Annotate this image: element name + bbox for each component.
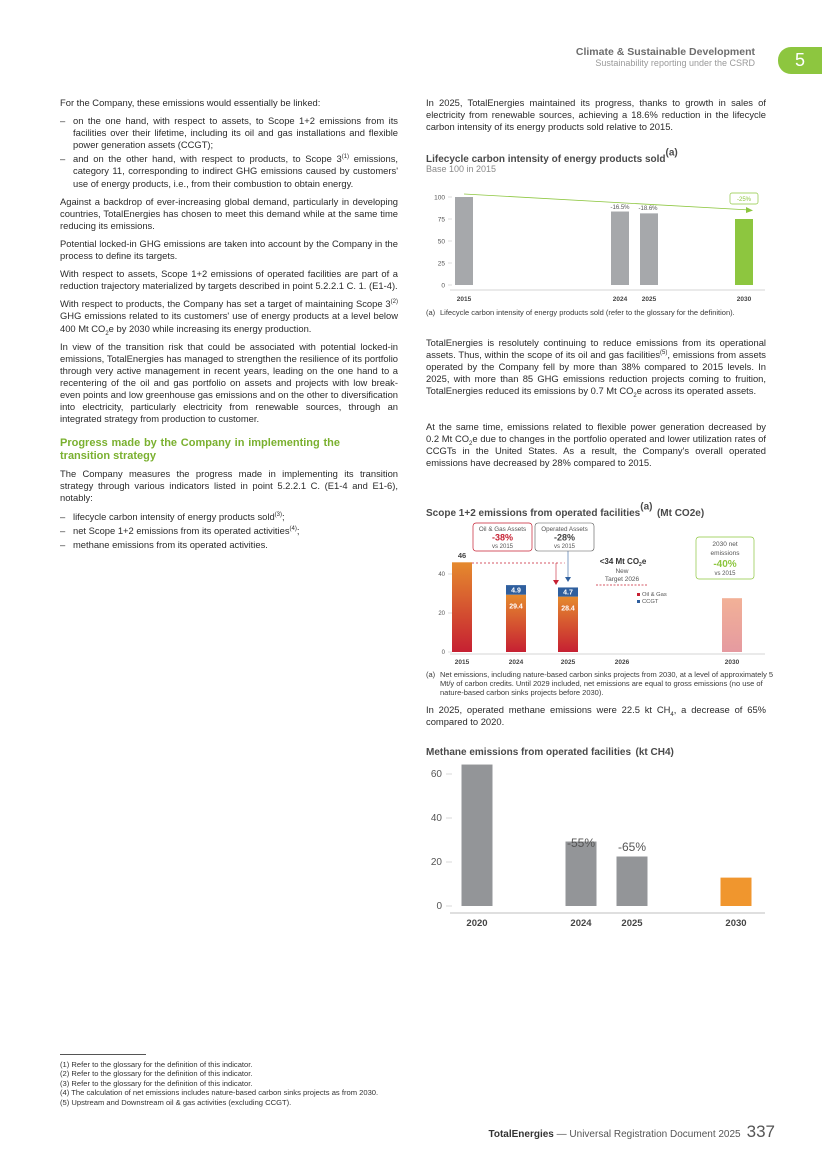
segment-label: 4.9 xyxy=(511,587,521,595)
target-line: Target 2026 xyxy=(604,576,640,583)
bar-2015 xyxy=(455,197,473,285)
footnote: (2) Refer to the glossary for the definition of this indicator. xyxy=(60,1069,253,1079)
intro-paragraph: For the Company, these emissions would essentially be linked: xyxy=(60,97,321,108)
footnote: (5) Upstream and Downstream oil & gas activities (excluding CCGT). xyxy=(60,1097,292,1107)
bar-label: -55% xyxy=(566,836,596,850)
ytick-label: 25 xyxy=(437,260,445,268)
xtick-label: 2020 xyxy=(466,918,488,929)
bar-label-target: -25% xyxy=(736,197,752,203)
bar-label-target: -80% xyxy=(721,890,751,904)
bar-2030 xyxy=(722,598,742,652)
footnote: (1) Refer to the glossary for the definition of this indicator. xyxy=(60,1060,253,1069)
right-paragraph-4: In 2025, operated methane emissions were 22.5 kt $CH_4$, a decrease of 65% compared to 2020. xyxy=(426,704,766,728)
net-callout-sub: vs 2015 xyxy=(714,571,736,577)
ytick-label: 20 xyxy=(438,611,445,617)
ytick-label: 40 xyxy=(430,813,442,824)
callout-sub: vs 2015 xyxy=(553,544,576,550)
footnotes xyxy=(60,1060,460,1107)
xtick-label: 2025 xyxy=(641,296,657,303)
ytick-label: 20 xyxy=(430,857,442,868)
paragraph: Against a backdrop of ever-increasing global demand, particularly in developing countries, TotalEnergies has chosen to meet this demand while at the same time reducing its emissions. xyxy=(60,195,398,231)
bar-label: -18.6% xyxy=(638,206,658,212)
xtick-label: 2030 xyxy=(736,296,752,303)
chart-title-methane: Methane emissions from operated facilities (kt CH4) xyxy=(426,747,674,758)
legend-item: Oil & Gas xyxy=(642,592,667,598)
right-paragraph-3: At the same time, emissions related to flexible power generation decreased by 0.2 Mt $CO_2e$ due to changes in the portfolio operated and lower utilization rates of CCGTs in the United States. As a result, the Company's overall operated emissions have decreased by 28% compared to 2015. xyxy=(426,421,766,469)
paragraph: With respect to assets, Scope 1+2 emissions of operated facilities are part of a reduction trajectory materialized by targets described in point 5.2.2.1 C. 1. (E1-4). xyxy=(60,268,398,292)
ytick-label: 0 xyxy=(436,901,442,912)
right-paragraph-1: In 2025, TotalEnergies maintained its progress, thanks to growth in sales of electricity from renewable sources, achieving a 18.6% reduction in the lifecycle carbon intensity of its energy products sold relative to 2015. xyxy=(426,97,766,133)
bar-2024 xyxy=(566,842,597,906)
callout-value: -28% xyxy=(553,532,576,543)
page-number: 337 xyxy=(746,1122,775,1141)
bar-2030 xyxy=(735,219,753,285)
ytick-label: 0 xyxy=(441,282,445,290)
bar-2024 xyxy=(611,212,629,285)
chart-title-lifecycle: Lifecycle carbon intensity of energy products sold$^{(a)}$ xyxy=(426,147,678,165)
footer-doc: — Universal Registration Document 2025 xyxy=(556,1129,741,1140)
xtick-label: 2024 xyxy=(570,918,592,929)
scope12-chart xyxy=(420,518,770,668)
target-label: <34 Mt $CO_2e$ xyxy=(599,557,647,568)
bar-label: -65% xyxy=(617,840,647,854)
chapter-badge: 5 xyxy=(778,47,822,74)
xtick-label: 2025 xyxy=(560,659,576,666)
right-paragraph-2: TotalEnergies is resolutely continuing to reduce emissions from its operational assets. Thus, within the scope of its oil and gas facilities$^{(5)}$, emissions from assets operated by the Company fell by more than 38% compared to 2015 levels. In 2025, with more than 85 GHG emissions reduction projects coming to fruition, TotalEnergies reduced its emissions by 0.7 Mt $CO_2e$ across its operated assets. xyxy=(426,337,766,400)
list-item: – net Scope 1+2 emissions from its operated activities$^{(4)}$; xyxy=(60,524,300,536)
net-callout-line: emissions xyxy=(710,550,740,557)
legend-item: CCGT xyxy=(642,599,659,605)
ytick-label: 60 xyxy=(430,769,442,780)
bar-2025 xyxy=(640,213,658,285)
footer-brand: TotalEnergies xyxy=(488,1129,554,1140)
list-item: – lifecycle carbon intensity of energy products sold$^{(3)}$; xyxy=(60,510,285,522)
target-line: New xyxy=(615,568,629,575)
paragraph: The Company measures the progress made in implementing its transition strategy through various indicators listed in point 5.2.2.1 C. (E1-4 and E1-6), notably: xyxy=(60,468,398,504)
footnote-divider xyxy=(60,1054,146,1055)
xtick-label: 2030 xyxy=(724,659,740,666)
ytick-label: 50 xyxy=(437,238,445,246)
callout-sub: vs 2015 xyxy=(491,544,514,550)
xtick-label: 2025 xyxy=(621,918,643,929)
footnote: (3) Refer to the glossary for the definition of this indicator. xyxy=(60,1078,253,1088)
segment-label: 28.4 xyxy=(561,605,575,613)
chart-note: (a) Net emissions, including nature-based carbon sinks projects from 2030, at a level of approximately 5 Mt/y of carbon credits. Until 2029 included, net emissions are equal to gross emissions (no use of nature-based carbon sinks projects before 2030). xyxy=(426,670,774,697)
xtick-label: 2024 xyxy=(612,296,628,303)
net-callout-value: -40% xyxy=(713,559,737,570)
xtick-label: 2030 xyxy=(725,918,747,929)
list-item: – on the one hand, with respect to assets, to Scope 1+2 emissions from its facilities over their lifetime, including its oil and gas installations and flexible power generation assets (CCGT); xyxy=(60,115,398,151)
segment-label: 4.7 xyxy=(563,589,573,597)
ytick-label: 100 xyxy=(434,194,445,202)
bar-label: -16.5% xyxy=(610,205,630,211)
paragraph: In view of the transition risk that could be associated with potential locked-in emissions, TotalEnergies has managed to strengthen the resilience of its portfolio through very active management in recent years, leading on the one hand to a recentering of the oil and gas portfolio on assets and projects with low break-even points and low greenhouse gas emissions and on the other to diversification into electricity, particularly electricity from renewable sources, through an integrated strategy from production to customer. xyxy=(60,340,398,425)
bar-2025 xyxy=(617,857,648,907)
list-item: – and on the other hand, with respect to products, to Scope 3$^{(1)}$ emissions, category 11, corresponding to indirect GHG emissions caused by customers' use of energy products, i.e., from their combustion to obtain energy. xyxy=(60,153,398,189)
ytick-label: 40 xyxy=(438,572,445,578)
list-item: – methane emissions from its operated activities. xyxy=(60,538,268,550)
xtick-label: 2024 xyxy=(508,659,524,666)
xtick-label: 2015 xyxy=(454,659,470,666)
ytick-label: 75 xyxy=(437,216,445,224)
footnote: (4) The calculation of net emissions includes nature-based carbon sinks projects as from 2030. xyxy=(60,1088,379,1098)
section-title: Climate & Sustainable Development xyxy=(575,46,755,58)
left-column xyxy=(60,97,398,553)
paragraph: Potential locked-in GHG emissions are taken into account by the Company in the process to define its targets. xyxy=(60,237,398,262)
chart-title-scope12: Scope 1+2 emissions from operated facilities$^{(a)}$ (Mt CO2e) xyxy=(426,501,705,519)
net-callout-line: 2030 net xyxy=(712,541,738,548)
paragraph: With respect to products, the Company has set a target of maintaining Scope 3$^{(2)}$ GHG emissions related to its customers' use of energy products at a level below 400 Mt $CO_2e$ by 2030 while increasing its energy production. xyxy=(60,298,398,337)
chart-note: (a) Lifecycle carbon intensity of energy products sold (refer to the glossary for the definition). xyxy=(426,308,735,317)
callout-title: Oil & Gas Assets xyxy=(478,526,527,533)
xtick-label: 2026 xyxy=(614,659,630,666)
section-subtitle: Sustainability reporting under the CSRD xyxy=(595,58,755,68)
methane-chart xyxy=(420,756,770,934)
segment-label: 29.4 xyxy=(509,603,523,611)
chart-subtitle-lifecycle: Base 100 in 2015 xyxy=(426,164,497,174)
page-footer xyxy=(488,1122,775,1142)
bar-2015 xyxy=(452,562,472,652)
xtick-label: 2015 xyxy=(456,296,472,303)
callout-title: Operated Assets xyxy=(541,526,588,533)
section-heading: Progress made by the Company in implementing the transition strategy xyxy=(60,437,340,463)
bar-2020 xyxy=(462,765,493,906)
callout-value: -38% xyxy=(491,532,514,543)
ytick-label: 0 xyxy=(441,650,445,656)
total-label: 46 xyxy=(457,551,467,560)
lifecycle-chart xyxy=(420,180,770,308)
